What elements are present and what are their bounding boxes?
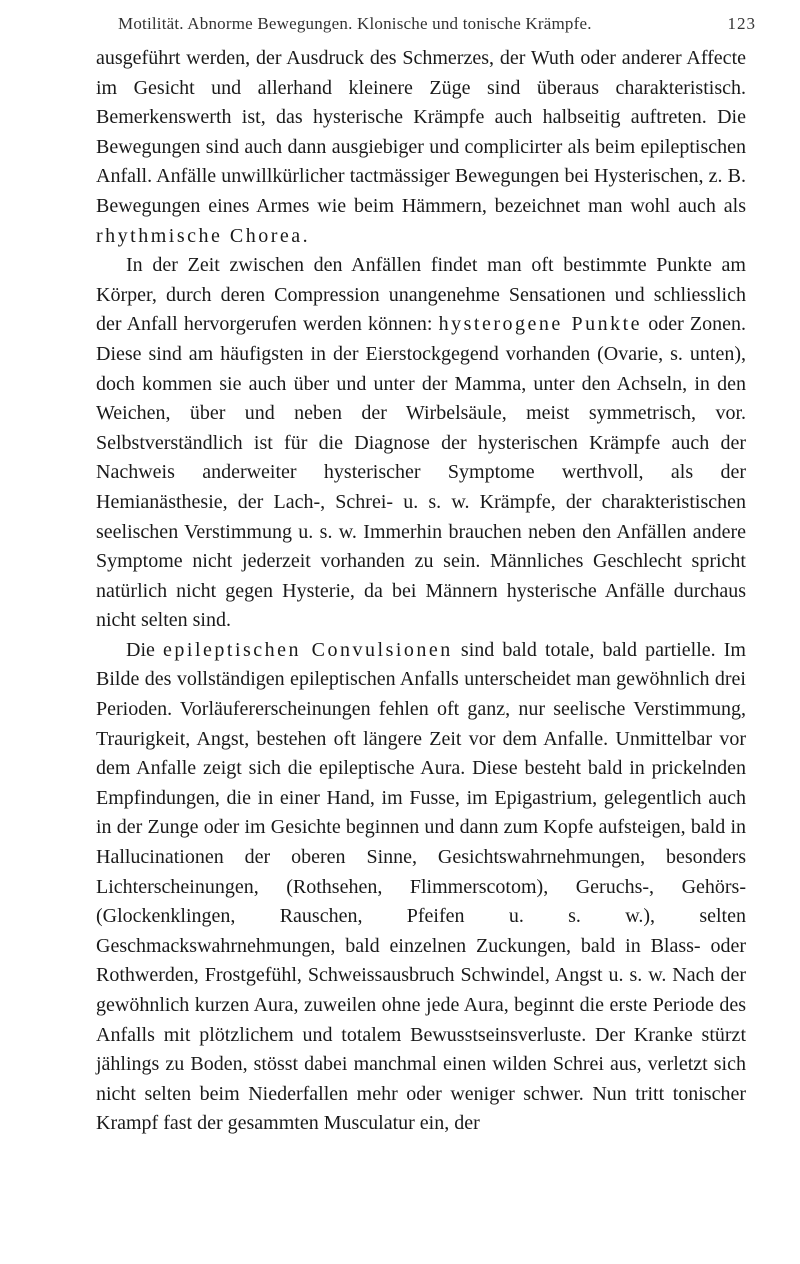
running-title: Motilität. Abnorme Bewegungen. Klonische und tonische Krämpfe. xyxy=(118,14,592,33)
spaced-term: hysterogene Punkte xyxy=(438,313,643,336)
spaced-term: rhythmische Chorea xyxy=(96,224,303,247)
text-run: oder Zonen. Diese sind am häufigsten in der Eierstockgegend vorhanden (Ovarie, s. unten), doch kommen sie auch über und unter der Mamma, unter den Achseln, in den Weichen, über und neben der Wirbelsäule, meist symmetrisch, vor. Selbstverständlich ist für die Diagnose der hysterischen Krämpfe auch der Nachweis anderweiter hysterischer Symptome werthvoll, als der Hemianästhesie, der Lach-, Schrei- u. s. w. Krämpfe, der charakteristischen seelischen Verstimmung u. s. w. Immerhin brauchen neben den Anfällen andere Symptome nicht jederzeit vorhanden zu sein. Männliches Geschlecht spricht natürlich nicht gegen Hysterie, da bei Männern hysterische Anfälle durchaus nicht selten sind. xyxy=(96,313,747,632)
text-run: In der Zeit zwischen den Anfällen findet man oft bestimmte Punkte am Körper, durch deren Compression unangenehme Sensationen und schliesslich der Anfall hervorgerufen werden können: xyxy=(96,254,746,336)
text-run: . xyxy=(302,224,308,247)
paragraph-3 xyxy=(96,636,746,1139)
spaced-term: epileptischen Convulsionen xyxy=(163,638,453,661)
book-page xyxy=(96,14,756,1139)
running-header xyxy=(96,14,756,40)
text-run: sind bald totale, bald partielle. Im Bilde des vollständigen epileptischen Anfalls unterscheidet man gewöhnlich drei Perioden. Vorläufererscheinungen fehlen oft ganz, nur seelische Verstimmung, Traurigkeit, Angst, bestehen oft längere Zeit vor dem Anfalle. Unmittelbar vor dem Anfalle zeigt sich die epileptische Aura. Diese besteht bald in prickelnden Empfindungen, die in einer Hand, im Fusse, im Epigastrium, gelegentlich auch in der Zunge oder im Gesichte beginnen und dann zum Kopfe aufsteigen, bald in Hallucinationen der oberen Sinne, Gesichtswahrnehmungen, besonders Lichterscheinungen, (Rothsehen, Flimmerscotom), Geruchs-, Gehörs- (Glockenklingen, Rauschen, Pfeifen u. s. w.), selten Geschmackswahrnehmungen, bald einzelnen Zuckungen, bald in Blass- oder Rothwerden, Frostgefühl, Schweissausbruch Schwindel, Angst u. s. w. Nach der gewöhnlich kurzen Aura, zuweilen ohne jede Aura, beginnt die erste Periode des Anfalls mit plötzlichem und totalem Bewusstseinsverluste. Der Kranke stürzt jählings zu Boden, stösst dabei manchmal einen wilden Schrei aus, verletzt sich nicht selten beim Niederfallen mehr oder weniger schwer. Nun tritt tonischer Krampf fast der gesammten Musculatur ein, der xyxy=(96,638,746,1135)
paragraph-2 xyxy=(96,251,746,636)
page-number: 123 xyxy=(727,14,756,33)
body-text xyxy=(96,44,746,1139)
text-run: Die xyxy=(126,638,164,661)
text-run: ausgeführt werden, der Ausdruck des Schmerzes, der Wuth oder anderer Affecte im Gesicht und allerhand kleinere Züge sind überaus charakteristisch. Bemerkenswerth ist, das hysterische Krämpfe auch halbseitig auftreten. Die Bewegungen sind auch dann ausgiebiger und complicirter als beim epileptischen Anfall. Anfälle unwillkürlicher tactmässiger Bewegungen bei Hysterischen, z. B. Bewegungen eines Armes wie beim Hämmern, bezeichnet man wohl auch als xyxy=(96,47,746,217)
paragraph-1 xyxy=(96,44,746,251)
